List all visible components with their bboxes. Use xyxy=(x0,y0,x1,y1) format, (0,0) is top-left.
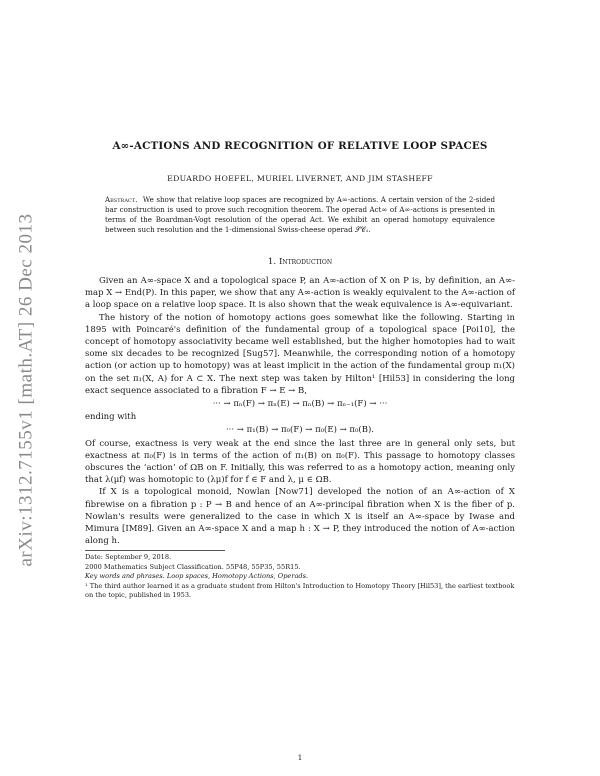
arxiv-identifier: arXiv:1312.7155v1 [math.AT] 26 Dec 2013 xyxy=(15,213,36,567)
author-list: EDUARDO HOEFEL, MURIEL LIVERNET, AND JIM STASHEFF xyxy=(167,174,433,183)
display-equation-1: ··· → πₙ(F) → πₙ(E) → πₙ(B) → πₙ₋₁(F) → ··· xyxy=(212,399,388,410)
body-text xyxy=(85,275,515,547)
footnote-msc: 2000 Mathematics Subject Classification. 55P48, 55P35, 55R15. xyxy=(85,562,301,571)
display-equation-2: ··· → π₁(B) → π₀(F) → π₀(E) → π₀(B). xyxy=(225,425,374,436)
footnote-1: ¹ The third author learned it as a graduate student from Hilton's Introduction to Homotopy Theory [Hil53], the earliest textbook on the topic, published in 1953. xyxy=(85,581,515,600)
abstract-text: We show that relative loop spaces are recognized by A∞-actions. A certain version of the 2-sided bar construction is used to prove such recognition theorem. The operad Act∞ of A∞-actions is presented in terms of the Boardman-Vogt resolution of the operad Act. We exhibit an operad homotopy equivalence between such resolution and the 1-dimensional Swiss-cheese operad 𝒮𝒞₁. xyxy=(105,195,495,234)
paragraph-1: Given an A∞-space X and a topological space P, an A∞-action of X on P is, by definition, an A∞-map X → End(P). In this paper, we show that any A∞-action is weakly equivalent to the A∞-action of a loop space on a relative loop space. It is also shown that the weak equivalence is A∞-equivariant. xyxy=(85,276,515,311)
page-number: 1 xyxy=(297,753,303,762)
paragraph-5: If X is a topological monoid, Nowlan [Now71] developed the notion of an A∞-action of X fibrewise on a fibration p : P → B and hence of an A∞-principal fibration when X is the fiber of p. Nowlan's results were generalized to the case in which X is itself an A∞-space by Iwase and Mimura [IM89]. Given an A∞-space X and a map h : X → P, they introduced the notion of A∞-action along h. xyxy=(85,487,515,547)
footnote-date: Date: September 9, 2018. xyxy=(85,553,172,562)
paragraph-4: Of course, exactness is very weak at the end since the last three are in general only sets, but exactness at π₀(F) is in terms of the action of π₁(B) on π₀(F). This passage to homotopy classes obscures the ‘action’ of ΩB on F. Initially, this was referred to as a homotopy action, meaning only that λ(μf) was homotopic to (λμ)f for f ∈ F and λ, μ ∈ ΩB. xyxy=(85,438,515,486)
abstract xyxy=(105,195,495,235)
paper-page xyxy=(85,140,515,762)
paper-title: A∞-ACTIONS AND RECOGNITION OF RELATIVE LOOP SPACES xyxy=(112,140,488,152)
abstract-label: Abstract. xyxy=(105,195,138,204)
arxiv-stamp xyxy=(4,180,48,600)
footnotes xyxy=(85,550,515,600)
footnote-keywords: Key words and phrases. Loop spaces, Homotopy Actions, Operads. xyxy=(85,572,309,581)
paragraph-2: The history of the notion of homotopy actions goes somewhat like the following. Starting in 1895 with Poincaré's definition of the fundamental group of a topological space [Poi10], the concept of homotopy associativity became well established, but the higher homotopies had to wait some six decades to be recognized [Sug57]. Meanwhile, the corresponding notion of a homotopy action (or action up to homotopy) was at least implicit in the action of the fundamental group π₁(X) on the set π₁(X, A) for A ⊂ X. The next step was taken by Hilton¹ [Hil53] in considering the long exact sequence associated to a fibration F → E → B, xyxy=(85,312,515,396)
section-heading: 1. Introduction xyxy=(267,257,333,267)
paragraph-3: ending with xyxy=(85,412,137,423)
